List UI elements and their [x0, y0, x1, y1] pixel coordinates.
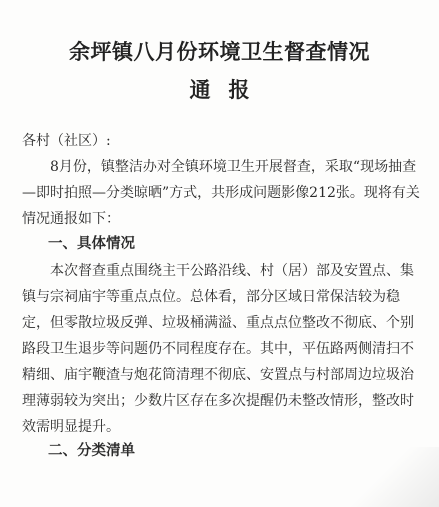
page-corner-shadow — [349, 447, 439, 507]
intro-paragraph: 8月份，镇整洁办对全镇环境卫生开展督查，采取“现场抽查—即时拍照—分类晾晒”方式，共形成问题影像212张。现将有关情况通报如下： — [22, 159, 420, 227]
section-heading-details: 一、具体情况 — [48, 235, 135, 252]
details-paragraph: 本次督查重点围绕主干公路沿线、村（居）部及安置点、集镇与宗祠庙宇等重点点位。总体看，部分区域日常保洁较为稳定，但零散垃圾反弹、垃圾桶满溢、重点点位整改不彻底、个别路段卫生退步等问题仍不同程度存在。其中，平伍路两侧清扫不精细、庙宇鞭渣与炮花筒清理不彻底、安置点与村部周边垃圾治理薄弱较为突出；少数片区存在多次提醒仍未整改情形，整改时效需明显提升。 — [22, 263, 414, 435]
salutation: 各村（社区）: — [22, 133, 111, 149]
document-title: 余坪镇八月份环境卫生督查情况 — [69, 39, 370, 64]
document-subtitle: 通报 — [189, 77, 268, 102]
section-heading-list: 二、分类清单 — [48, 442, 135, 459]
